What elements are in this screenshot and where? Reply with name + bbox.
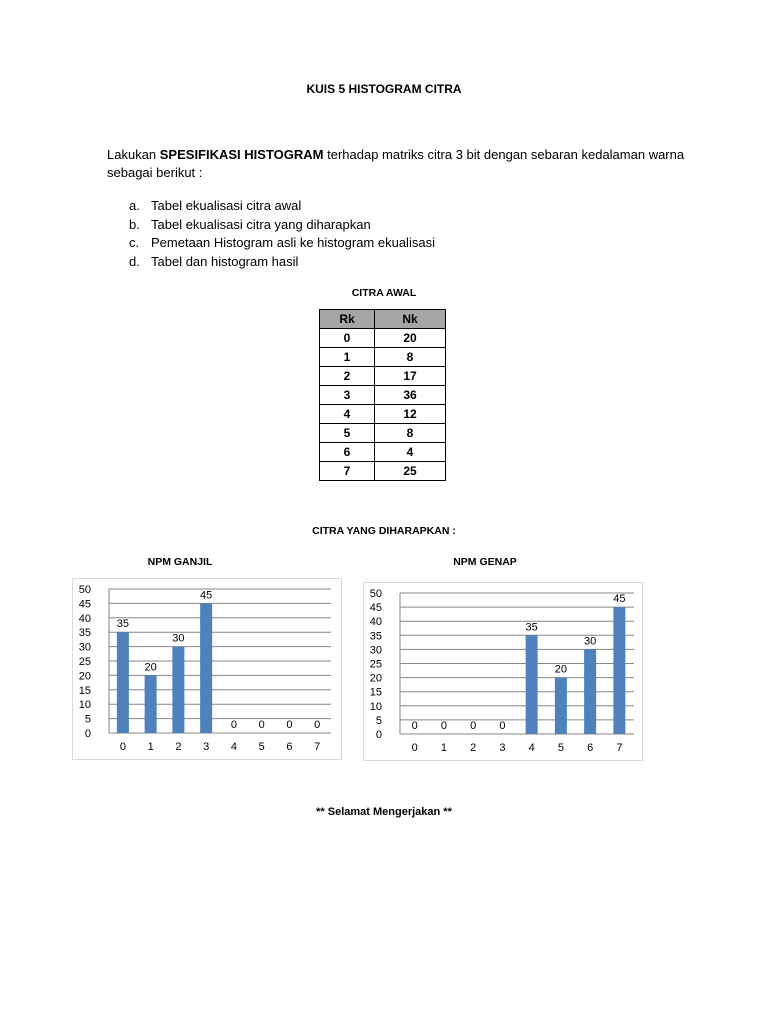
chart-title-ganjil: NPM GANJIL bbox=[147, 556, 213, 568]
table-row bbox=[320, 386, 446, 405]
y-tick-label: 40 bbox=[369, 616, 382, 629]
cell-rk: 1 bbox=[320, 348, 375, 367]
x-tick-label: 1 bbox=[440, 742, 447, 754]
cell-rk: 5 bbox=[320, 424, 375, 443]
cell-nk: 8 bbox=[375, 424, 446, 443]
task-marker: c. bbox=[129, 235, 140, 250]
y-tick-label: 5 bbox=[375, 714, 382, 727]
table-row bbox=[320, 405, 446, 424]
x-tick-label: 1 bbox=[147, 741, 154, 753]
x-tick-label: 5 bbox=[557, 742, 564, 754]
data-label: 30 bbox=[584, 635, 597, 648]
table-row bbox=[320, 424, 446, 443]
data-label: 30 bbox=[172, 632, 185, 645]
x-tick-label: 2 bbox=[470, 742, 477, 754]
x-tick-label: 2 bbox=[175, 741, 182, 753]
table-caption: CITRA AWAL bbox=[351, 287, 417, 299]
y-tick-label: 40 bbox=[78, 612, 91, 625]
y-tick-label: 20 bbox=[78, 670, 91, 683]
histogram-chart-genap bbox=[363, 582, 643, 761]
data-label: 35 bbox=[116, 618, 129, 631]
table-row bbox=[320, 462, 446, 481]
x-tick-label: 3 bbox=[203, 741, 210, 753]
bar bbox=[117, 632, 129, 733]
task-text: Pemetaan Histogram asli ke histogram ekualisasi bbox=[151, 235, 435, 250]
closing-note: ** Selamat Mengerjakan ** bbox=[316, 806, 452, 818]
document-title: KUIS 5 HISTOGRAM CITRA bbox=[306, 82, 462, 96]
y-tick-label: 5 bbox=[84, 713, 91, 726]
y-tick-label: 0 bbox=[375, 729, 382, 741]
y-tick-label: 30 bbox=[369, 644, 382, 657]
task-text: Tabel ekualisasi citra awal bbox=[151, 198, 302, 213]
cell-nk: 36 bbox=[375, 386, 446, 405]
y-tick-label: 45 bbox=[78, 598, 91, 611]
cell-rk: 4 bbox=[320, 405, 375, 424]
data-label: 35 bbox=[525, 621, 538, 634]
table-row bbox=[320, 348, 446, 367]
data-label: 45 bbox=[200, 589, 213, 602]
task-text: Tabel ekualisasi citra yang diharapkan bbox=[151, 216, 371, 232]
header-nk: Nk bbox=[375, 310, 446, 329]
task-text: Tabel dan histogram hasil bbox=[151, 253, 299, 269]
bar bbox=[613, 607, 625, 734]
task-marker: b. bbox=[129, 216, 140, 232]
data-label: 0 bbox=[258, 719, 265, 731]
header-rk: Rk bbox=[320, 310, 375, 329]
y-tick-label: 15 bbox=[369, 686, 382, 699]
x-tick-label: 4 bbox=[230, 741, 237, 753]
chart-svg-genap bbox=[364, 583, 642, 760]
bar bbox=[555, 678, 567, 734]
bar bbox=[172, 647, 184, 733]
task-list bbox=[129, 197, 435, 271]
cell-nk: 4 bbox=[375, 443, 446, 462]
bar bbox=[584, 649, 596, 734]
cell-rk: 0 bbox=[320, 329, 375, 348]
cell-nk: 20 bbox=[375, 329, 446, 348]
x-tick-label: 0 bbox=[411, 742, 418, 754]
y-tick-label: 20 bbox=[369, 672, 382, 685]
y-tick-label: 35 bbox=[369, 630, 382, 643]
y-tick-label: 35 bbox=[78, 627, 91, 640]
x-tick-label: 7 bbox=[314, 741, 321, 753]
task-item bbox=[129, 253, 435, 272]
y-tick-label: 45 bbox=[369, 602, 382, 615]
table-row bbox=[320, 329, 446, 348]
data-label: 0 bbox=[499, 720, 506, 732]
cell-nk: 8 bbox=[375, 348, 446, 367]
task-marker: d. bbox=[129, 253, 140, 269]
bar bbox=[145, 675, 157, 733]
citra-awal-table bbox=[319, 309, 446, 481]
table-row bbox=[320, 443, 446, 462]
intro-emphasis: SPESIFIKASI HISTOGRAM bbox=[159, 147, 324, 162]
y-tick-label: 25 bbox=[369, 658, 382, 671]
data-label: 0 bbox=[286, 719, 293, 731]
cell-rk: 7 bbox=[320, 462, 375, 481]
cell-rk: 2 bbox=[320, 367, 375, 386]
x-tick-label: 5 bbox=[258, 741, 265, 753]
y-tick-label: 15 bbox=[78, 684, 91, 697]
data-label: 20 bbox=[554, 663, 567, 676]
y-tick-label: 10 bbox=[369, 700, 382, 713]
data-label: 0 bbox=[411, 720, 418, 732]
x-tick-label: 6 bbox=[286, 741, 293, 753]
x-tick-label: 3 bbox=[499, 742, 506, 754]
x-tick-label: 0 bbox=[119, 741, 126, 753]
intro-suffix: terhadap matriks citra 3 bit dengan sebaran kedalaman warna sebagai berikut : bbox=[107, 147, 685, 180]
cell-nk: 25 bbox=[375, 462, 446, 481]
cell-rk: 3 bbox=[320, 386, 375, 405]
task-item bbox=[129, 234, 435, 253]
y-tick-label: 30 bbox=[78, 641, 91, 654]
task-marker: a. bbox=[129, 198, 140, 213]
cell-nk: 12 bbox=[375, 405, 446, 424]
intro-prefix: Lakukan bbox=[107, 147, 160, 162]
table-header-row bbox=[320, 310, 446, 329]
chart-title-genap: NPM GENAP bbox=[453, 556, 517, 568]
data-label: 20 bbox=[144, 661, 157, 674]
y-tick-label: 10 bbox=[78, 699, 91, 712]
chart-svg-ganjil bbox=[73, 579, 341, 759]
y-tick-label: 50 bbox=[78, 584, 91, 596]
y-tick-label: 25 bbox=[78, 656, 91, 668]
data-label: 0 bbox=[470, 720, 477, 732]
task-item bbox=[129, 197, 435, 216]
table-row bbox=[320, 367, 446, 386]
intro-paragraph bbox=[107, 146, 707, 182]
data-label: 0 bbox=[440, 720, 447, 732]
bar bbox=[200, 603, 212, 733]
x-tick-label: 6 bbox=[587, 742, 594, 754]
cell-nk: 17 bbox=[375, 367, 446, 386]
cell-rk: 6 bbox=[320, 443, 375, 462]
y-tick-label: 50 bbox=[369, 588, 382, 600]
data-label: 0 bbox=[230, 719, 237, 731]
bar bbox=[526, 635, 538, 734]
data-label: 45 bbox=[613, 593, 626, 606]
y-tick-label: 0 bbox=[84, 728, 91, 740]
x-tick-label: 4 bbox=[528, 742, 535, 754]
x-tick-label: 7 bbox=[616, 742, 623, 754]
data-label: 0 bbox=[314, 719, 321, 731]
histogram-chart-ganjil bbox=[72, 578, 342, 760]
expected-caption: CITRA YANG DIHARAPKAN : bbox=[312, 525, 456, 537]
task-item bbox=[129, 216, 435, 235]
